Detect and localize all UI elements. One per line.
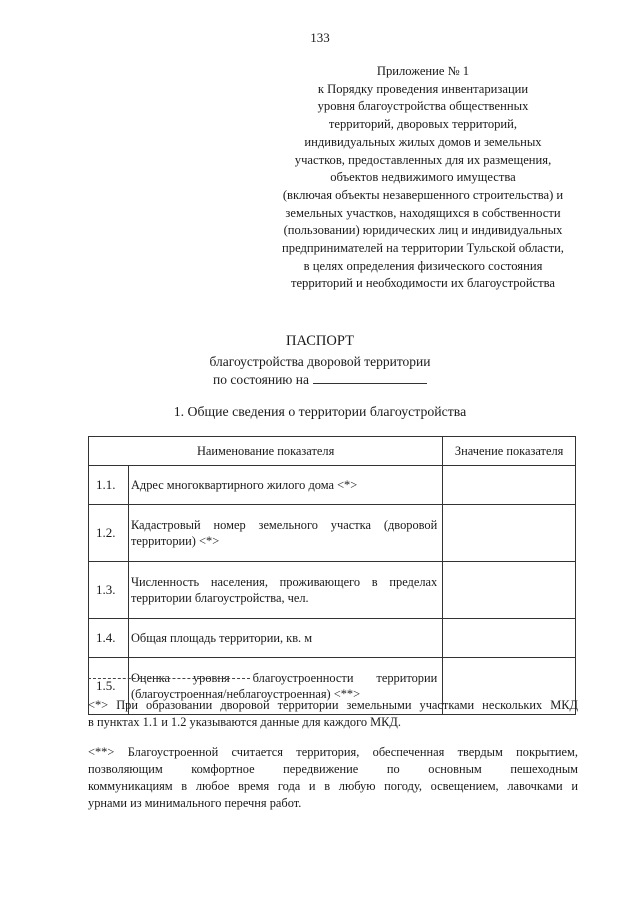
row-value-cell bbox=[443, 466, 576, 505]
row-indicator-name bbox=[128, 466, 442, 505]
passport-as-of bbox=[0, 371, 640, 389]
row-number: 1.1. bbox=[89, 466, 129, 505]
table-row bbox=[89, 505, 576, 562]
as-of-label: по состоянию на bbox=[213, 372, 309, 387]
row-number: 1.2. bbox=[89, 505, 129, 562]
appendix-line: Приложение № 1 bbox=[376, 64, 470, 78]
appendix-line: участков, предоставленных для их размещения, bbox=[294, 152, 552, 167]
table-row bbox=[89, 562, 576, 619]
row-number: 1.3. bbox=[89, 562, 129, 619]
row-line: Численность населения, проживающего в пределах bbox=[130, 575, 438, 589]
row-indicator-name bbox=[128, 619, 442, 658]
indicators-table bbox=[88, 436, 576, 715]
footnote-single-asterisk bbox=[88, 697, 578, 731]
date-blank-line bbox=[313, 371, 427, 384]
appendix-line: индивидуальных жилых домов и земельных bbox=[304, 134, 542, 149]
page-number: 133 bbox=[310, 30, 330, 45]
row-number: 1.4. bbox=[89, 619, 129, 658]
appendix-line: уровня благоустройства общественных bbox=[317, 99, 529, 114]
section-title: 1. Общие сведения о территории благоустройства bbox=[173, 404, 467, 419]
passport-title: ПАСПОРТ bbox=[286, 333, 354, 349]
footnote-line: <**> Благоустроенной считается территория, обеспеченная твердым покрытием, bbox=[88, 745, 578, 759]
appendix-line: земельных участков, находящихся в собственности bbox=[285, 205, 561, 220]
row-value-cell bbox=[443, 619, 576, 658]
footnote-line: позволяющим комфортное передвижение по основным пешеходным bbox=[88, 762, 578, 776]
appendix-line: в целях определения физического состояния bbox=[303, 258, 543, 273]
appendix-line: к Порядку проведения инвентаризации bbox=[317, 81, 529, 96]
footnote-double-asterisk bbox=[88, 744, 578, 812]
appendix-line: (включая объекты незавершенного строительства) и bbox=[282, 187, 564, 202]
row-indicator-name bbox=[128, 562, 442, 619]
footnote-line: <*> При образовании дворовой территории земельными участками нескольких МКД bbox=[88, 698, 578, 712]
passport-subtitle: благоустройства дворовой территории bbox=[209, 354, 431, 369]
row-value-cell bbox=[443, 562, 576, 619]
row-indicator-name bbox=[128, 505, 442, 562]
row-value-cell bbox=[443, 505, 576, 562]
header-indicator-name: Наименование показателя bbox=[89, 437, 443, 466]
row-line: Кадастровый номер земельного участка (дворовой bbox=[130, 518, 438, 532]
appendix-line: объектов недвижимого имущества bbox=[330, 170, 516, 185]
passport-subtitle-block bbox=[0, 353, 640, 389]
table-row bbox=[89, 619, 576, 658]
row-number: 1.5. bbox=[89, 658, 129, 715]
row-line: Общая площадь территории, кв. м bbox=[130, 631, 313, 645]
appendix-header bbox=[245, 63, 601, 293]
row-line: территории благоустройства, чел. bbox=[130, 591, 309, 605]
appendix-line: предпринимателей на территории Тульской области, bbox=[282, 241, 564, 256]
footnote-line: в пунктах 1.1 и 1.2 указываются данные для каждого МКД. bbox=[88, 715, 401, 729]
table-header-row bbox=[89, 437, 576, 466]
footnote-line: урнами из минимального перечня работ. bbox=[88, 796, 302, 810]
row-line: Оценка уровня благоустроенности территории bbox=[130, 671, 438, 685]
row-line: Адрес многоквартирного жилого дома <*> bbox=[130, 478, 358, 492]
row-line: территории) <*> bbox=[130, 534, 220, 548]
header-indicator-value: Значение показателя bbox=[443, 437, 576, 466]
footnote-line: коммуникациям в любое время года и в любую погоду, освещением, лавочками и bbox=[88, 779, 578, 793]
row-line: (благоустроенная/неблагоустроенная) <**> bbox=[130, 687, 361, 701]
footnote-separator bbox=[88, 678, 250, 679]
appendix-line: территорий, дворовых территорий, bbox=[328, 117, 518, 132]
appendix-line: (пользовании) юридических лиц и индивидуальных bbox=[283, 223, 563, 238]
table-row bbox=[89, 466, 576, 505]
appendix-line: территорий и необходимости их благоустройства bbox=[290, 276, 556, 291]
